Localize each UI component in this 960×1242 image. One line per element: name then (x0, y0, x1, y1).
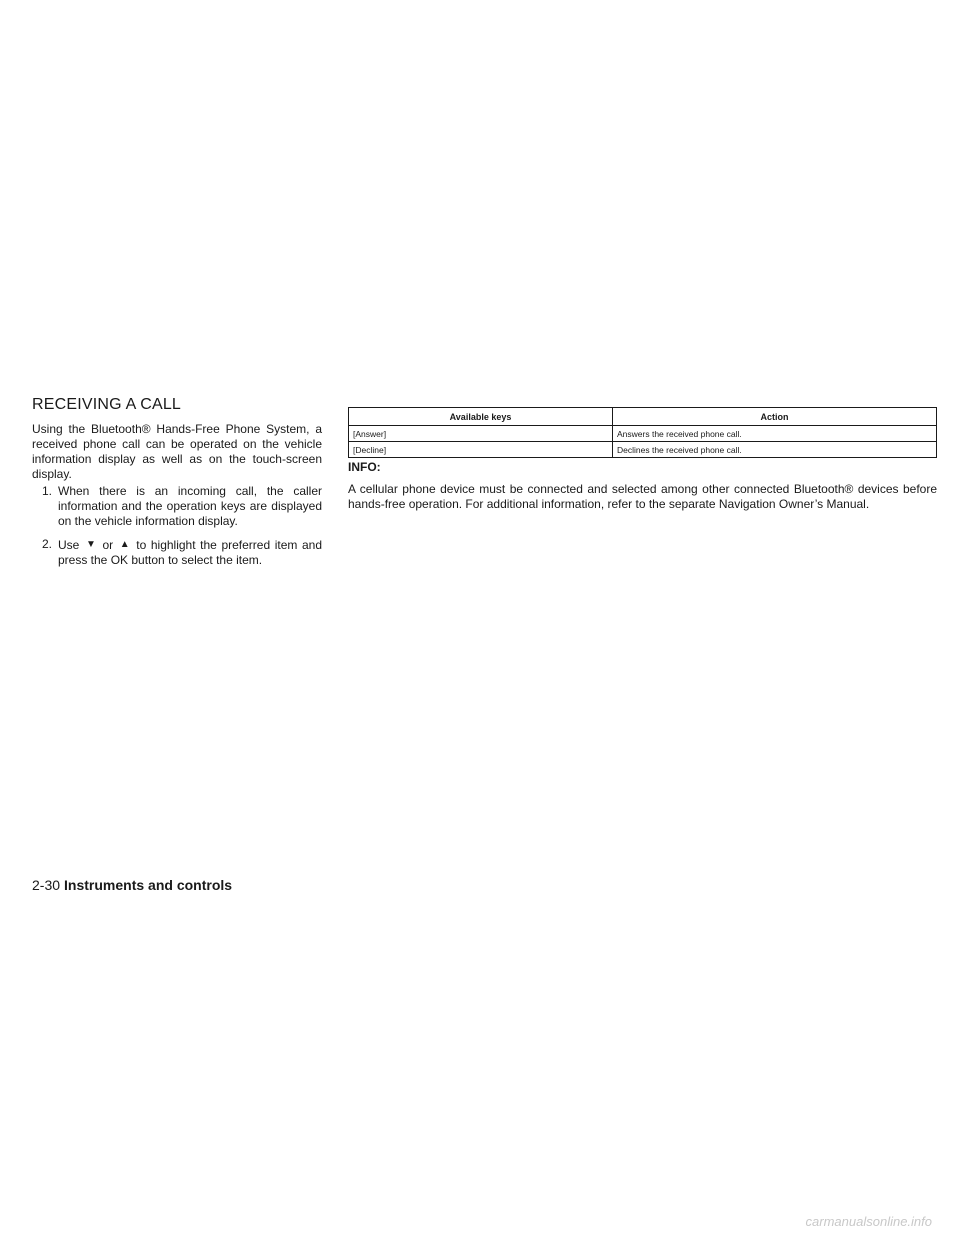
step-2-or: or (102, 538, 114, 552)
table-cell-key: [Answer] (349, 426, 613, 442)
right-column (348, 407, 937, 512)
step-1 (32, 484, 322, 529)
step-2-pre: Use (58, 538, 80, 552)
table-row (349, 442, 937, 458)
step-number: 2. (41, 537, 52, 551)
up-triangle-icon: ▲ (119, 539, 130, 550)
info-heading: INFO: (348, 460, 381, 474)
table-cell-action: Declines the received phone call. (613, 442, 937, 458)
section-title: RECEIVING A CALL (32, 396, 182, 413)
available-keys-table (348, 407, 937, 458)
chapter-title: Instruments and controls (64, 877, 233, 893)
step-text (58, 537, 322, 568)
table-header-row (349, 408, 937, 426)
page-number: 2-30 (32, 877, 61, 893)
left-column (32, 396, 322, 576)
table-cell-action: Answers the received phone call. (613, 426, 937, 442)
table-header-action: Action (613, 408, 937, 426)
watermark: carmanualsonline.info (805, 1214, 932, 1229)
page-footer (32, 877, 232, 893)
intro-paragraph: Using the Bluetooth® Hands-Free Phone System, a received phone call can be operated on the vehicle information display as well as on the touch-screen display. (32, 422, 322, 481)
info-paragraph: A cellular phone device must be connected and selected among other connected Bluetooth® devices before hands-free operation. For additional information, refer to the separate Navigation Owner’s Manual. (348, 482, 937, 511)
down-triangle-icon: ▼ (85, 539, 96, 550)
step-2-post: to highlight the preferred item and press the OK button to select the item. (58, 538, 323, 567)
table-header-keys: Available keys (349, 408, 613, 426)
table-cell-key: [Decline] (349, 442, 613, 458)
step-number: 1. (41, 484, 52, 498)
step-2 (32, 537, 322, 568)
table-row (349, 426, 937, 442)
step-text: When there is an incoming call, the caller information and the operation keys are displayed on the vehicle information display. (58, 484, 322, 528)
steps-list (32, 484, 322, 568)
